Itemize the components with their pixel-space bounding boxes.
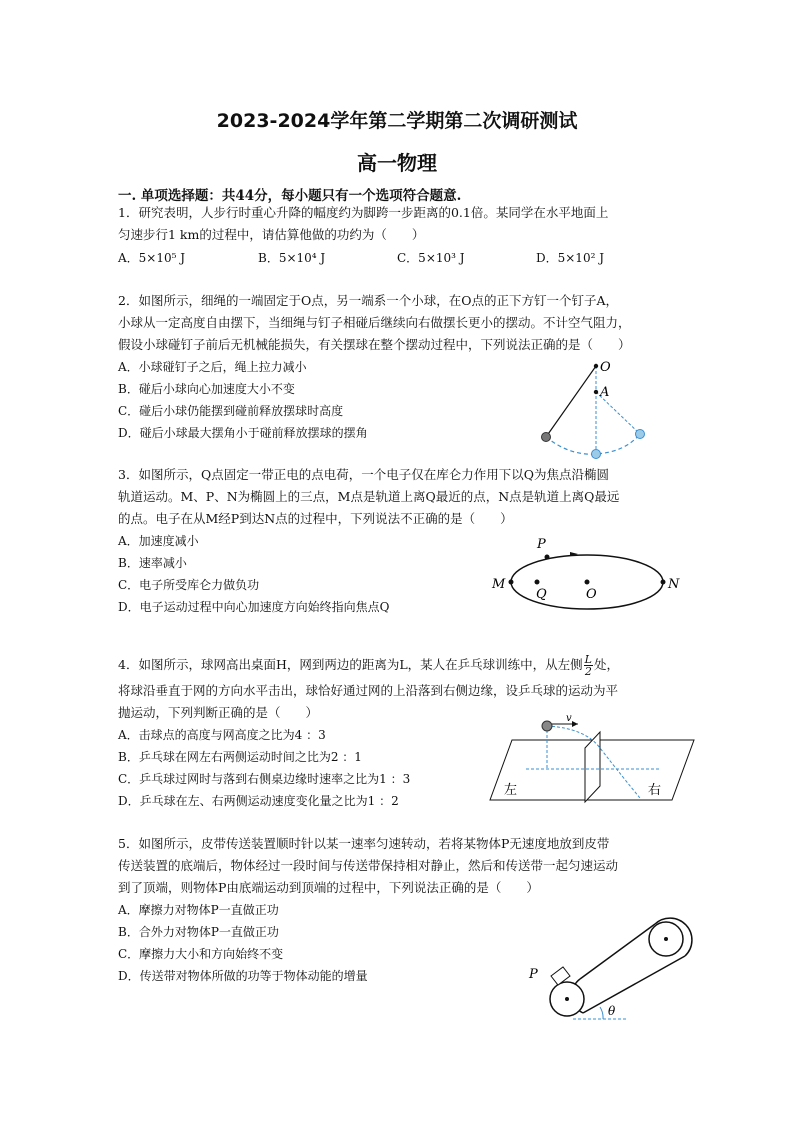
q4-option-a: A．击球点的高度与网高度之比为4 ：3	[118, 728, 326, 742]
q1-option-d: D．5×10² J	[536, 251, 605, 265]
label-p: P	[529, 967, 538, 982]
subject-title: 高一物理	[357, 151, 437, 175]
nail-a-dot	[594, 390, 598, 394]
pendulum-figure	[530, 358, 660, 463]
q4-fraction-num: L	[584, 653, 592, 666]
q1-option-b: B．5×10⁴ J	[258, 251, 326, 265]
label-o: O	[586, 587, 597, 602]
q4-fraction	[584, 654, 593, 677]
q4-stem-line: 抛运动，下列判断正确的是（ ）	[118, 705, 319, 720]
q5-option-d: D．传送带对物体所做的功等于物体动能的增量	[118, 969, 368, 983]
ball-right	[636, 430, 645, 439]
focus-q-dot	[535, 580, 540, 585]
q3-option-b: B．速率减小	[118, 556, 187, 570]
label-a: A	[600, 385, 610, 400]
label-theta: θ	[608, 1004, 616, 1018]
ball-start	[542, 433, 551, 442]
section-heading: 一. 单项选择题：共44分，每小题只有一个选项符合题意.	[118, 188, 462, 204]
label-n: N	[668, 577, 680, 592]
q4-option-d: D．乒乓球在左、右两侧运动速度变化量之比为1 ：2	[118, 794, 399, 808]
q5-option-b: B．合外力对物体P一直做正功	[118, 925, 279, 939]
exam-title: 2023-2024学年第二学期第二次调研测试	[216, 110, 578, 132]
q2-option-c: C．碰后小球仍能摆到碰前释放摆球时高度	[118, 404, 344, 418]
q2-option-d: D．碰后小球最大摆角小于碰前释放摆球的摆角	[118, 426, 368, 440]
q4-stem-text: 4．如图所示，球网高出桌面H，网到两边的距离为L，某人在乒乓球训练中，从左侧	[118, 657, 583, 672]
q5-stem-line: 5．如图所示，皮带传送装置顺时针以某一速率匀速转动，若将某物体P无速度地放到皮带	[118, 836, 610, 851]
label-left: 左	[504, 783, 518, 798]
q2-stem-line: 2．如图所示，细绳的一端固定于O点，另一端系一个小球，在O点的正下方钉一个钉子A，	[118, 293, 618, 308]
point-m-dot	[509, 580, 514, 585]
q5-option-a: A．摩擦力对物体P一直做正功	[118, 903, 279, 917]
q4-fraction-den: 2	[584, 665, 592, 678]
q3-option-d: D．电子运动过程中向心加速度方向始终指向焦点Q	[118, 600, 390, 614]
q3-stem-line: 的点。电子在从M经P到达N点的过程中，下列说法不正确的是（ ）	[118, 511, 513, 526]
string-left-line	[546, 366, 596, 437]
belt-top-edge	[580, 924, 655, 979]
top-roller-axle	[664, 937, 668, 941]
q1-stem-line: 匀速步行1 km的过程中，请估算他做的功约为（ ）	[118, 227, 425, 242]
q1-option-a: A．5×10⁵ J	[118, 251, 186, 265]
point-n-dot	[661, 580, 666, 585]
pivot-o-dot	[594, 364, 598, 368]
label-o: O	[600, 360, 611, 375]
angle-arc	[600, 1007, 603, 1019]
q2-stem-line: 小球从一定高度自由摆下，当细绳与钉子相碰后继续向右做摆长更小的摆动。不计空气阻力，	[118, 315, 631, 330]
q5-stem-line: 到了顶端，则物体P由底端运动到顶端的过程中，下列说法正确的是（ ）	[118, 880, 539, 895]
label-v: v	[566, 713, 572, 724]
ball	[542, 721, 552, 731]
label-right: 右	[648, 783, 662, 798]
q3-option-c: C．电子所受库仑力做负功	[118, 578, 260, 592]
q4-option-b: B．乒乓球在网左右两侧运动时间之比为2 ：1	[118, 750, 362, 764]
bottom-roller-axle	[565, 997, 569, 1001]
ball-bottom	[592, 450, 601, 459]
label-q: Q	[536, 587, 547, 602]
center-o-dot	[585, 580, 590, 585]
point-p-dot	[545, 555, 550, 560]
q1-stem-line: 1．研究表明，人步行时重心升降的幅度约为脚跨一步距离的0.1倍。某同学在水平地面上	[118, 205, 609, 220]
label-p: P	[537, 537, 546, 552]
q2-option-a: A．小球碰钉子之后，绳上拉力减小	[118, 360, 307, 374]
q5-option-c: C．摩擦力大小和方向始终不变	[118, 947, 284, 961]
net	[585, 732, 600, 802]
q3-stem-line: 3．如图所示，Q点固定一带正电的点电荷，一个电子仅在库仑力作用下以Q为焦点沿椭圆	[118, 467, 609, 482]
conveyor-belt-figure	[525, 915, 705, 1025]
velocity-arrow-head	[572, 721, 578, 727]
q5-stem-line: 传送装置的底端后，物体经过一段时间与传送带保持相对静止，然后和传送带一起匀速运动	[118, 858, 619, 873]
label-m: M	[492, 577, 506, 592]
q3-option-a: A．加速度减小	[118, 534, 199, 548]
q4-stem-line	[118, 654, 619, 677]
q1-option-c: C．5×10³ J	[397, 251, 465, 265]
ellipse-orbit-figure	[488, 535, 688, 615]
table-tennis-figure	[490, 712, 695, 804]
q4-stem-line: 将球沿垂直于网的方向水平击出，球恰好通过网的上沿落到右侧边缘，设乒乓球的运动为平	[118, 683, 619, 698]
q4-option-c: C．乒乓球过网时与落到右侧桌边缘时速率之比为1 ：3	[118, 772, 411, 786]
belt-bottom-edge	[583, 956, 685, 1013]
q2-stem-line: 假设小球碰钉子前后无机械能损失，有关摆球在整个摆动过程中，下列说法正确的是（ ）	[118, 337, 631, 352]
q4-stem-text-end: 处，	[593, 657, 619, 672]
q3-stem-line: 轨道运动。M、P、N为椭圆上的三点，M点是轨道上离Q最近的点，N点是轨道上离Q最远	[118, 489, 620, 504]
q2-option-b: B．碰后小球向心加速度大小不变	[118, 382, 295, 396]
